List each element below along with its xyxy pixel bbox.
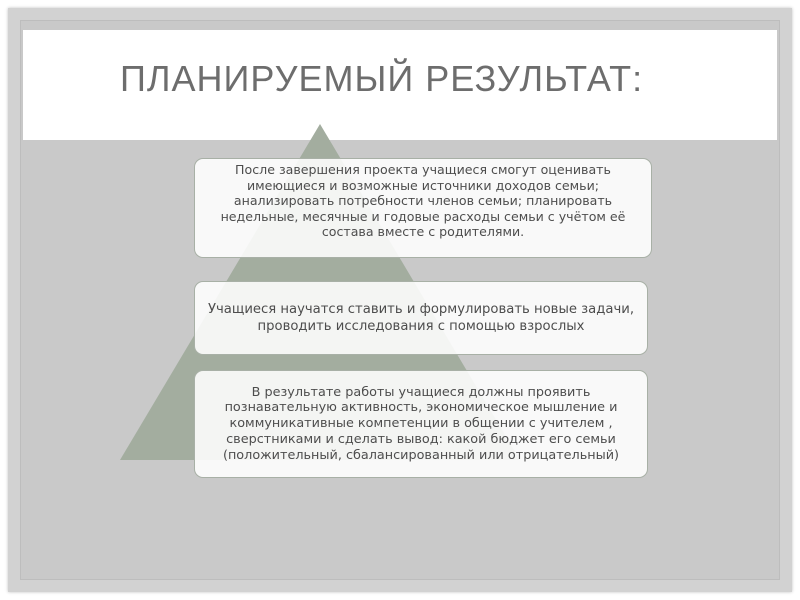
pyramid-level-middle-text: Учащиеся научатся ставить и формулировать новые задачи, проводить исследования с помощью взрослых	[207, 302, 635, 334]
pyramid-level-top	[194, 158, 652, 258]
pyramid-level-bottom	[194, 370, 648, 478]
pyramid-level-middle	[194, 281, 648, 355]
pyramid-level-top-text: После завершения проекта учащиеся смогут оценивать имеющиеся и возможные источники доходов семьи; анализировать потребности членов семьи; планировать недельные, месячные и годовые расходы семьи с учётом её состава вместе с родителями.	[220, 162, 626, 240]
slide-title: ПЛАНИРУЕМЫЙ РЕЗУЛЬТАТ:	[120, 58, 644, 99]
pyramid-level-bottom-text: В результате работы учащиеся должны проявить познавательную активность, экономическое мышление и коммуникативные компетенции в общении с учителем , сверстниками и сделать вывод: какой бюджет его семьи (положительный, сбалансированный или отрицательный)	[222, 384, 620, 463]
